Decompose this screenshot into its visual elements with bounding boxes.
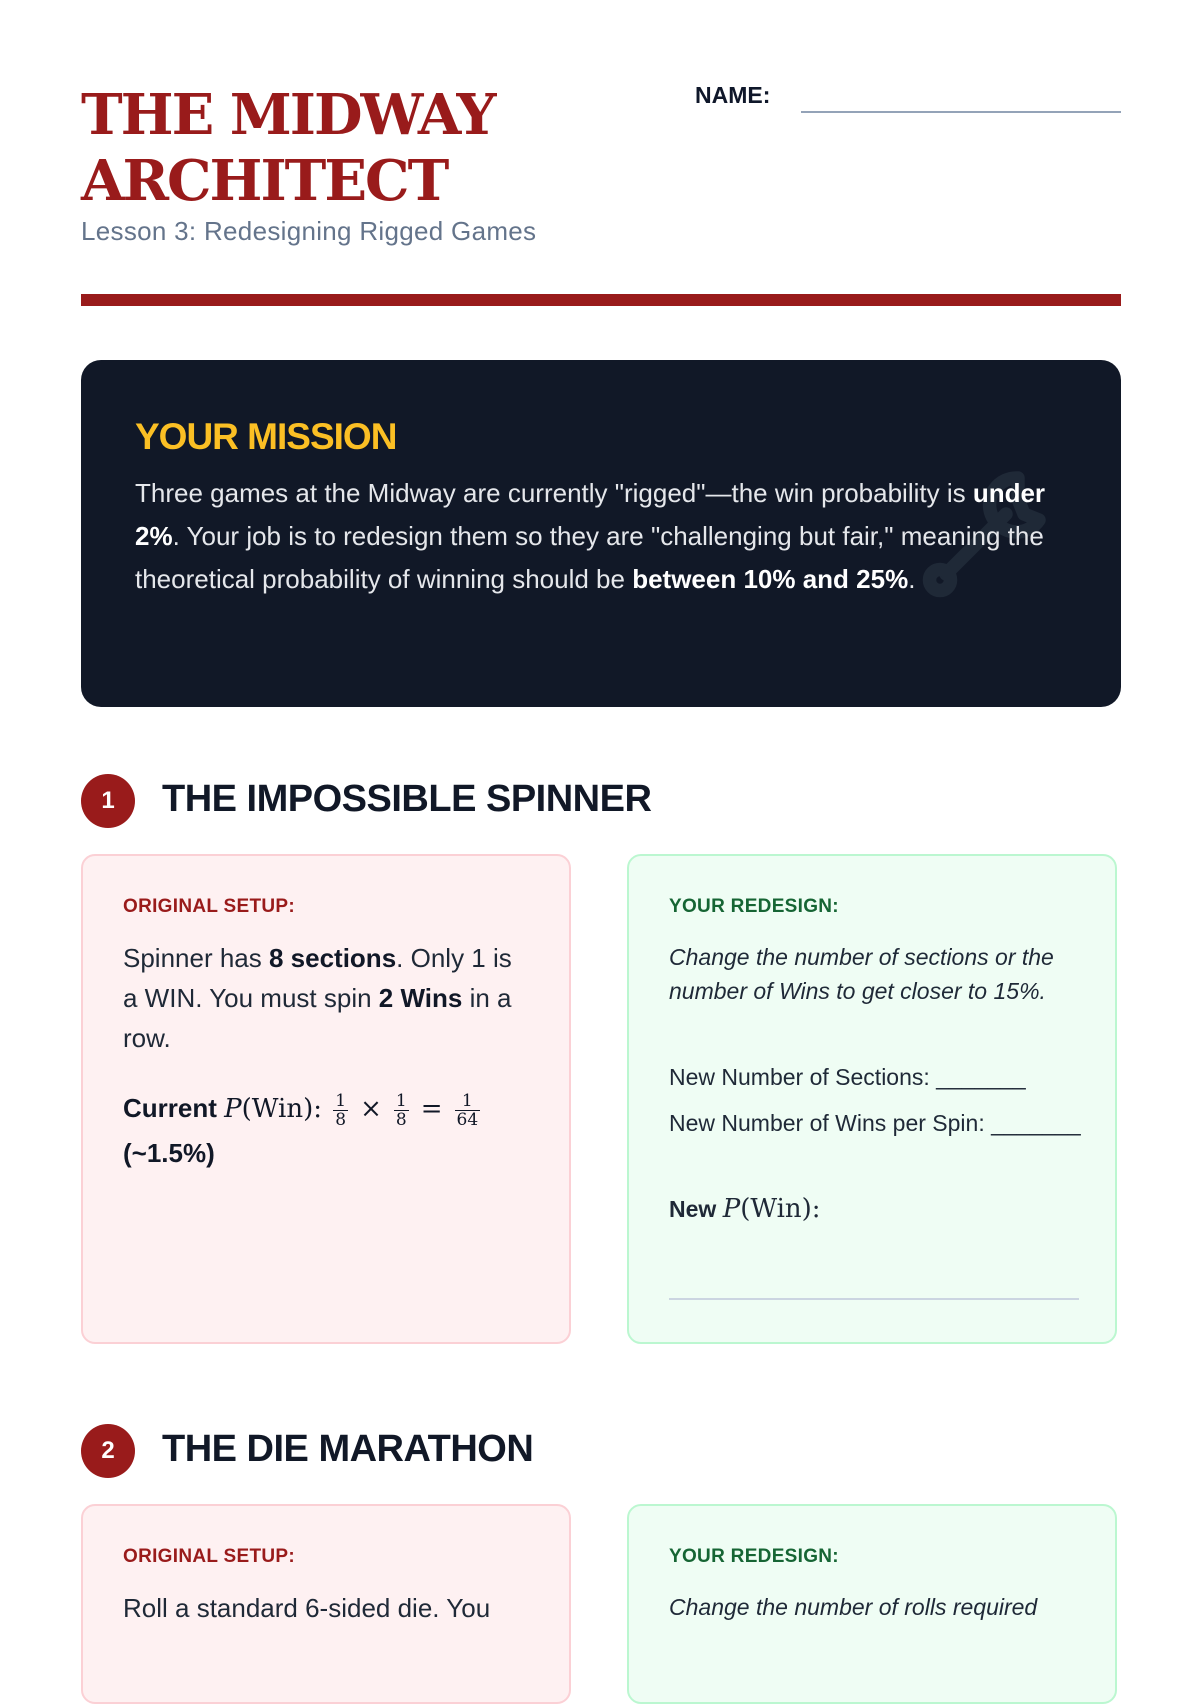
page-title bbox=[81, 82, 641, 214]
page-title-line-1: THE MIDWAY bbox=[81, 82, 495, 148]
equals-sign: = bbox=[420, 1094, 443, 1124]
setup-text-part: . Only 1 is a WIN. You must spin bbox=[123, 943, 512, 1013]
original-setup-text bbox=[123, 938, 533, 1058]
formula-win: (Win): bbox=[241, 1094, 323, 1124]
name-label: NAME: bbox=[695, 82, 771, 108]
page-subtitle: Lesson 3: Redesigning Rigged Games bbox=[81, 216, 537, 246]
original-setup-label: ORIGINAL SETUP: bbox=[123, 896, 295, 917]
mission-highlight-range: between 10% and 25% bbox=[632, 564, 909, 594]
mission-panel bbox=[81, 360, 1121, 707]
mission-highlight-under: under 2% bbox=[135, 478, 1046, 551]
mission-text-part: . Your job is to redesign them so they are "challenging but fair," meaning the theoretical probability of winning should be bbox=[135, 521, 1044, 594]
current-percent: (~1.5%) bbox=[123, 1138, 215, 1168]
fraction-2: $\frac{1}{8}$ bbox=[395, 1090, 407, 1130]
original-setup-card bbox=[81, 854, 571, 1344]
setup-highlight-wins: 2 Wins bbox=[378, 983, 463, 1013]
probability-answer-line[interactable] bbox=[669, 1298, 1079, 1300]
current-probability-formula bbox=[123, 1086, 543, 1175]
formula-label: Current bbox=[123, 1093, 217, 1123]
redesign-card bbox=[627, 854, 1117, 1344]
name-field[interactable] bbox=[801, 111, 1121, 113]
new-p: P bbox=[722, 1194, 741, 1224]
times-sign: × bbox=[360, 1094, 382, 1124]
new-wins-field[interactable]: New Number of Wins per Spin: _______ bbox=[669, 1110, 1081, 1136]
formula-p: P bbox=[224, 1094, 242, 1124]
new-label: New bbox=[669, 1196, 717, 1222]
page-title-line-2: ARCHITECT bbox=[81, 148, 448, 214]
redesign-card bbox=[627, 1504, 1117, 1704]
mission-text bbox=[135, 472, 1065, 601]
header-divider bbox=[81, 294, 1121, 306]
setup-text-part: Spinner has bbox=[123, 943, 269, 973]
section-2-header bbox=[81, 1424, 1121, 1478]
setup-highlight-sections: 8 sections bbox=[268, 943, 397, 973]
fraction-3: $\frac{1}{64}$ bbox=[456, 1090, 479, 1130]
section-title: THE IMPOSSIBLE SPINNER bbox=[162, 778, 652, 820]
new-win: (Win): bbox=[740, 1194, 821, 1224]
worksheet-page bbox=[81, 0, 1121, 1623]
redesign-label: YOUR REDESIGN: bbox=[669, 1546, 839, 1567]
redesign-instructions: Change the number of sections or the number of Wins to get closer to 15%. bbox=[669, 944, 1054, 1004]
original-setup-card bbox=[81, 1504, 571, 1704]
original-setup-label: ORIGINAL SETUP: bbox=[123, 1546, 295, 1567]
section-number-badge: 2 bbox=[81, 1424, 135, 1478]
section-title: THE DIE MARATHON bbox=[162, 1428, 534, 1470]
section-1-header bbox=[81, 774, 1121, 828]
setup-text-part: in a row. bbox=[123, 983, 512, 1053]
redesign-instructions: Change the number of rolls required bbox=[669, 1594, 1038, 1620]
mission-title: YOUR MISSION bbox=[135, 416, 397, 457]
new-sections-field[interactable]: New Number of Sections: _______ bbox=[669, 1064, 1026, 1090]
original-setup-text: Roll a standard 6-sided die. You bbox=[123, 1593, 491, 1623]
mission-text-part: . bbox=[908, 564, 916, 594]
redesign-label: YOUR REDESIGN: bbox=[669, 896, 839, 917]
new-probability-field[interactable] bbox=[669, 1186, 1089, 1232]
mission-text-part: Three games at the Midway are currently "rigged"—the win probability is bbox=[135, 478, 973, 508]
section-number-badge: 1 bbox=[81, 774, 135, 828]
fraction-1: $\frac{1}{8}$ bbox=[335, 1090, 347, 1130]
